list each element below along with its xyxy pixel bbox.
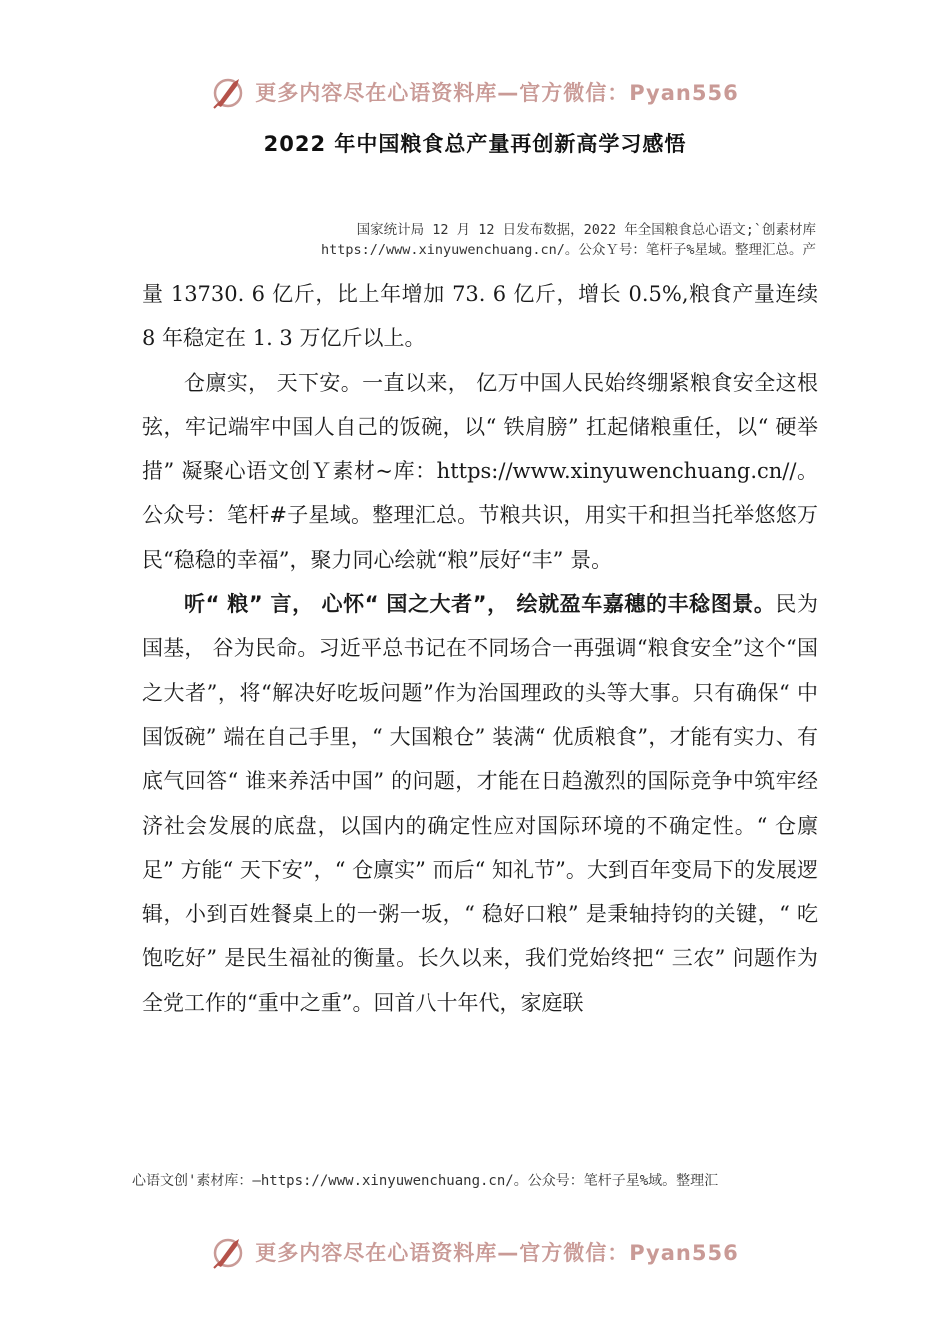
footer-source-note: 心语文创'素材库：—https://www.xinyuwenchuang.cn/。公众号：笔杆子星%域。整理汇 xyxy=(132,1173,719,1189)
paragraph-2: 仓廪实， 天下安。一直以来， 亿万中国人民始终绷紧粮食安全这根弦，牢记端牢中国人自己的饭碗，以“ 铁肩膀” 扛起储粮重任，以“ 硬举措” 凝聚心语文创Ｙ素材~库：https://www.xinyuwenchuang.cn//。公众号：笔杆#子星域。整理汇总。节粮共识，用实干和担当托举悠悠万民“稳稳的幸福”，聚力同心绘就“粮”辰好“丰” 景。 xyxy=(142,370,818,572)
document-title: 2022 年中国粮食总产量再创新高学习感悟 xyxy=(263,132,687,156)
header-banner xyxy=(0,72,950,112)
paragraph-3-text: 民为国基， 谷为民命。习近平总书记在不同场合一再强调“粮食安全”这个“国之大者”，将“解决好吃坂问题”作为治国理政的头等大事。只有确保“ 中国饭碗” 端在自己手里，“ 大国粮仓” 装满“ 优质粮食”，才能有实力、有底气回答“ 谁来养活中国” 的问题，才能在日趋激烈的国际竞争中筑牢经济社会发展的底盘，以国内的确定性应对国际环境的不确定性。“ 仓廪足” 方能“ 天下安”，“ 仓廪实” 而后“ 知礼节”。大到百年变局下的发展逻辑，小到百姓餐桌上的一粥一坂，“ 稳好口粮” 是秉轴持钧的关键，“ 吃饱吃好” 是民生福祉的衡量。长久以来，我们党始终把“ 三农” 问题作为全党工作的“重中之重”。回首八十年代，家庭联 xyxy=(142,592,818,1015)
source-note-line-1: 国家统计局 12 月 12 日发布数据，2022 年全国粮食总心语文;`创素材库 xyxy=(356,222,816,238)
body-text xyxy=(142,272,818,1025)
pen-nib-logo-icon xyxy=(211,1235,249,1269)
footer-banner xyxy=(0,1232,950,1272)
banner-text: 更多内容尽在心语资料库—官方微信：Pyan556 xyxy=(255,1241,739,1265)
source-note-line-2: https://www.xinyuwenchuang.cn/。公众Ｙ号：笔杆子%星域。整理汇总。产 xyxy=(321,242,816,258)
banner-text: 更多内容尽在心语资料库—官方微信：Pyan556 xyxy=(255,81,739,105)
paragraph-3 xyxy=(142,582,818,1025)
paragraph-1: 量 13730. 6 亿斤，比上年增加 73. 6 亿斤，增长 0.5%,粮食产量连续 8 年稳定在 1. 3 万亿斤以上。 xyxy=(142,282,818,351)
section-heading: 听“ 粮” 言， 心怀“ 国之大者”， 绘就盈车嘉穗的丰稔图景。 xyxy=(184,592,776,617)
pen-nib-logo-icon xyxy=(211,75,249,109)
